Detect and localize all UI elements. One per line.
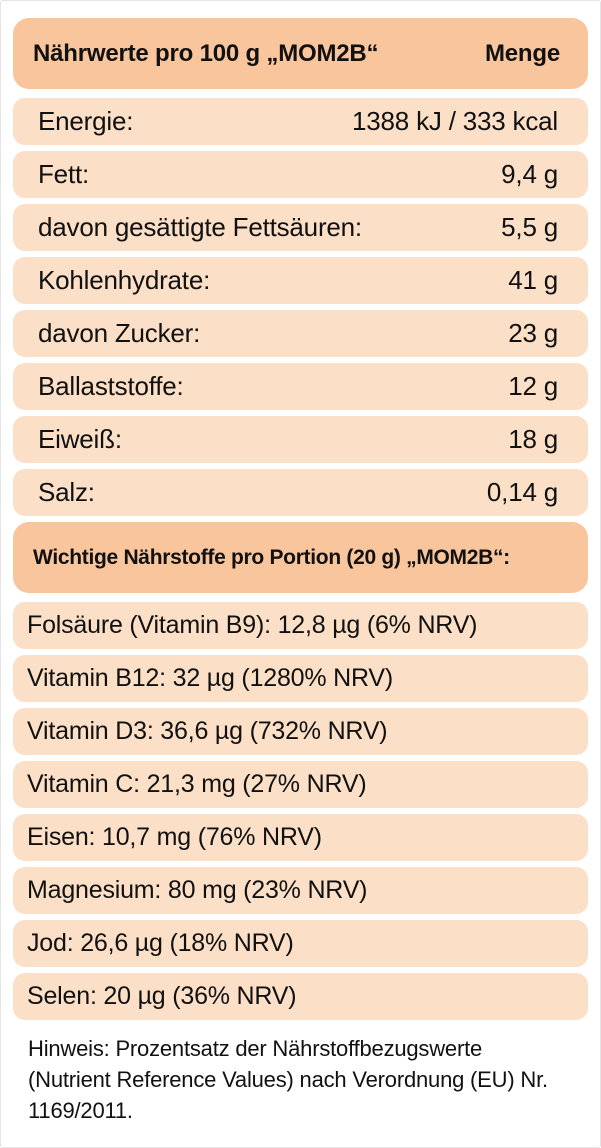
micronutrient-text: Jod: 26,6 µg (18% NRV)	[27, 929, 294, 957]
nutrient-row-carbohydrates	[13, 257, 588, 304]
nutrient-row-sugar	[13, 310, 588, 357]
nutrient-label: Kohlenhydrate:	[38, 265, 211, 295]
micronutrient-text: Eisen: 10,7 mg (76% NRV)	[27, 823, 322, 851]
micronutrient-text: Vitamin B12: 32 µg (1280% NRV)	[27, 664, 394, 692]
micronutrient-row-selenium	[13, 973, 588, 1020]
nutrient-value: 0,14 g	[486, 477, 558, 507]
nutrient-label: Energie:	[38, 106, 134, 136]
micronutrient-text: Selen: 20 µg (36% NRV)	[27, 982, 297, 1010]
nutrient-row-salt	[13, 469, 588, 516]
nutrient-label: davon gesättigte Fettsäuren:	[38, 212, 362, 242]
nutrient-value: 1388 kJ / 333 kcal	[352, 106, 558, 136]
nutrient-value: 18 g	[508, 424, 558, 454]
nutrient-row-saturated-fat	[13, 204, 588, 251]
nutrient-value: 5,5 g	[501, 212, 558, 242]
micronutrients-header	[13, 522, 588, 593]
micronutrient-text: Magnesium: 80 mg (23% NRV)	[27, 876, 368, 904]
micronutrient-row-magnesium	[13, 867, 588, 914]
micronutrients-title: Wichtige Nährstoffe pro Portion (20 g) „MOM2B“:	[33, 545, 510, 569]
amount-column-header: Menge	[484, 39, 560, 67]
nutrient-row-fiber	[13, 363, 588, 410]
nutrient-row-protein	[13, 416, 588, 463]
micronutrient-row-iron	[13, 814, 588, 861]
nutrient-row-energy	[13, 98, 588, 145]
nutrition-table-title: Nährwerte pro 100 g „MOM2B“	[33, 39, 379, 67]
micronutrient-row-iodine	[13, 920, 588, 967]
nutrient-value: 12 g	[508, 371, 558, 401]
micronutrient-text: Vitamin C: 21,3 mg (27% NRV)	[27, 770, 367, 798]
micronutrient-text: Folsäure (Vitamin B9): 12,8 µg (6% NRV)	[27, 611, 478, 639]
micronutrient-row-vitamin-b12	[13, 655, 588, 702]
nutrition-table-header	[13, 18, 588, 89]
nutrient-row-fat	[13, 151, 588, 198]
micronutrient-text: Vitamin D3: 36,6 µg (732% NRV)	[27, 717, 388, 745]
nutrient-value: 41 g	[508, 265, 558, 295]
micronutrient-row-folic-acid	[13, 602, 588, 649]
nutrient-label: Ballaststoffe:	[38, 371, 184, 401]
nutrient-label: Salz:	[38, 477, 95, 507]
nrv-footnote: Hinweis: Prozentsatz der Nährstoffbezugswerte (Nutrient Reference Values) nach Verordnung (EU) Nr. 1169/2011.	[28, 1036, 548, 1123]
nutrient-label: Fett:	[38, 159, 90, 189]
micronutrient-row-vitamin-c	[13, 761, 588, 808]
nutrient-label: Eiweiß:	[38, 424, 122, 454]
nutrient-label: davon Zucker:	[38, 318, 201, 348]
nutrient-value: 9,4 g	[501, 159, 558, 189]
micronutrient-row-vitamin-d3	[13, 708, 588, 755]
nutrient-value: 23 g	[508, 318, 558, 348]
